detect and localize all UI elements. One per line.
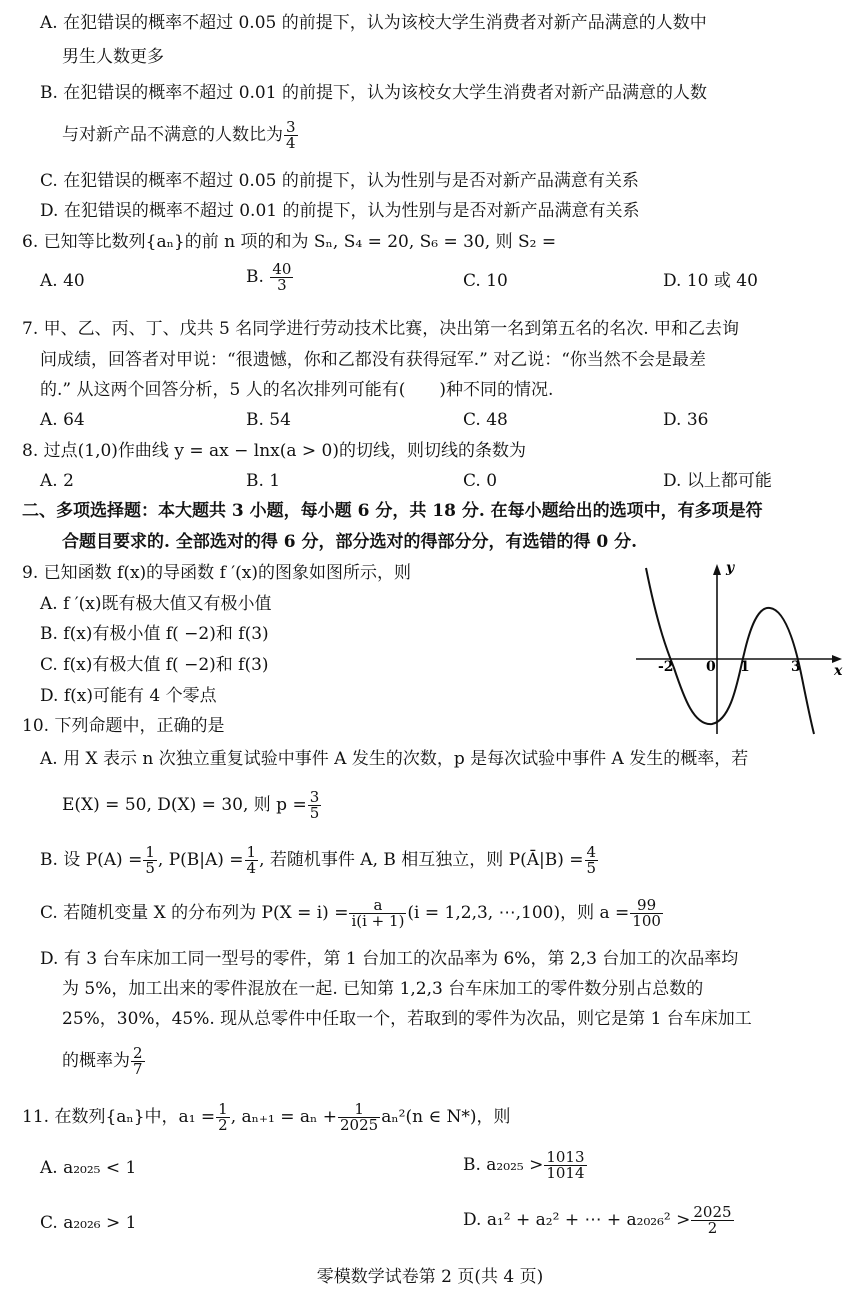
q10-option-d-line2: 为 5%，加工出来的零件混放在一起. 已知第 1,2,3 台车床加工的零件数分别占总数的 — [62, 979, 704, 999]
tick-label-0: 0 — [706, 659, 716, 675]
q10-option-d-line3: 25%，30%，45%. 现从总零件中任取一个，若取到的零件为次品，则它是第 1 台车床加工 — [62, 1009, 752, 1029]
q7-option-b: B. 54 — [246, 410, 291, 430]
denominator: 2 — [218, 1116, 228, 1134]
q7-option-c: C. 48 — [463, 410, 508, 430]
fraction — [585, 845, 599, 876]
derivative-graph — [628, 558, 850, 736]
q10-option-d-line4 — [62, 1046, 146, 1077]
q10-option-c — [40, 898, 664, 929]
text: B. 设 P(A) = — [40, 850, 143, 870]
text: , 若随机事件 A, B 相互独立，则 P(Ā|B) = — [259, 850, 584, 870]
denominator: 4 — [246, 859, 257, 877]
text: C. 若随机变量 X 的分布列为 P(X = i) = — [40, 903, 349, 923]
fraction — [544, 1150, 586, 1181]
denominator: 100 — [632, 912, 661, 930]
text: (i = 1,2,3, ⋯,100)，则 a = — [407, 903, 630, 923]
q6-option-b — [246, 262, 294, 293]
fraction — [245, 845, 259, 876]
q11-stem — [22, 1102, 510, 1133]
q5-option-b-line1: B. 在犯错误的概率不超过 0.01 的前提下，认为该校女大学生消费者对新产品满意的人数 — [40, 83, 707, 103]
fraction — [691, 1205, 733, 1236]
numerator: 99 — [630, 898, 663, 914]
denominator: 5 — [145, 859, 155, 877]
tick-label-3: 3 — [791, 659, 801, 675]
fraction — [338, 1102, 380, 1133]
denominator: 2 — [707, 1219, 718, 1237]
q7-stem-line3: 的.” 从这两个回答分析，5 人的名次排列可能有( )种不同的情况. — [40, 380, 554, 400]
numerator: 1013 — [546, 1148, 585, 1166]
text: , aₙ₊₁ = aₙ + — [230, 1107, 337, 1127]
q7-stem-line1: 7. 甲、乙、丙、丁、戊共 5 名同学进行劳动技术比赛，决出第一名到第五名的名次. 甲和乙去询 — [22, 319, 740, 339]
numerator: 1 — [246, 843, 257, 861]
numerator: a — [349, 898, 406, 914]
q6-stem: 6. 已知等比数列{aₙ}的前 n 项的和为 Sₙ, S₄ = 20, S₆ = 30, 则 S₂ = — [22, 232, 557, 252]
q8-option-b: B. 1 — [246, 471, 281, 491]
q9-stem: 9. 已知函数 f(x)的导函数 f ′(x)的图象如图所示，则 — [22, 563, 411, 583]
q7-option-d: D. 36 — [663, 410, 709, 430]
y-axis-arrow-icon — [713, 564, 721, 575]
q10-stem: 10. 下列命题中，正确的是 — [22, 716, 225, 736]
denominator: 5 — [309, 804, 320, 822]
text: aₙ²(n ∈ N*)，则 — [381, 1107, 511, 1127]
fraction — [630, 898, 663, 929]
fraction — [216, 1102, 230, 1133]
option-label: B. — [246, 267, 264, 287]
numerator: 2025 — [693, 1203, 732, 1221]
x-axis-label: x — [834, 663, 843, 679]
q11-option-b — [463, 1150, 588, 1181]
q10-option-a-text: E(X) = 50, D(X) = 30, 则 p = — [62, 795, 307, 815]
q9-option-a: A. f ′(x)既有极大值又有极小值 — [40, 594, 272, 614]
text: B. a₂₀₂₅ > — [463, 1155, 544, 1175]
q7-option-a: A. 64 — [40, 410, 85, 430]
q11-option-c: C. a₂₀₂₆ > 1 — [40, 1213, 137, 1233]
page-footer: 零模数学试卷第 2 页(共 4 页) — [316, 1267, 544, 1287]
section2-heading-line2: 合题目要求的. 全部选对的得 6 分，部分选对的得部分分，有选错的得 0 分. — [62, 532, 638, 552]
denominator: 2025 — [340, 1116, 379, 1134]
tick-label-neg2: -2 — [658, 659, 674, 675]
q11-option-a: A. a₂₀₂₅ < 1 — [40, 1158, 137, 1178]
q10-option-a-line2 — [62, 790, 322, 821]
q10-option-d-line1: D. 有 3 台车床加工同一型号的零件，第 1 台加工的次品率为 6%，第 2,3 台加工的次品率均 — [40, 949, 739, 969]
y-axis-label: y — [726, 560, 735, 576]
text: 的概率为 — [62, 1051, 130, 1071]
q5-option-b-line2 — [62, 120, 299, 151]
q10-option-a-line1: A. 用 X 表示 n 次独立重复试验中事件 A 发生的次数，p 是每次试验中事件 A 发生的概率，若 — [40, 749, 749, 769]
numerator: 2 — [133, 1044, 143, 1062]
fraction-3-4 — [284, 120, 298, 151]
denominator: 3 — [277, 276, 287, 294]
section2-heading-line1: 二、多项选择题：本大题共 3 小题，每小题 6 分，共 18 分. 在每小题给出的选项中，有多项是符 — [22, 501, 763, 521]
x-axis-arrow-icon — [832, 655, 842, 663]
q6-option-d: D. 10 或 40 — [663, 271, 758, 291]
numerator: 3 — [286, 118, 296, 136]
numerator: 1 — [218, 1100, 228, 1118]
q10-option-b — [40, 845, 599, 876]
text: D. a₁² + a₂² + ⋯ + a₂₀₂₆² > — [463, 1210, 691, 1230]
denominator: 4 — [286, 134, 296, 152]
q9-option-d: D. f(x)可能有 4 个零点 — [40, 686, 217, 706]
fraction — [349, 898, 406, 929]
numerator: 4 — [586, 843, 597, 861]
q8-option-a: A. 2 — [40, 471, 74, 491]
q5-option-d: D. 在犯错误的概率不超过 0.01 的前提下，认为性别与是否对新产品满意有关系 — [40, 201, 640, 221]
derivative-curve — [646, 568, 814, 734]
q11-option-d — [463, 1205, 735, 1236]
text: 11. 在数列{aₙ}中，a₁ = — [22, 1107, 216, 1127]
numerator: 1 — [338, 1102, 380, 1118]
numerator: 1 — [145, 843, 155, 861]
fraction — [143, 845, 157, 876]
q9-option-b: B. f(x)有极小值 f( −2)和 f(3) — [40, 624, 269, 644]
tick-label-1: 1 — [740, 659, 750, 675]
numerator: 3 — [309, 788, 320, 806]
denominator: i(i + 1) — [351, 912, 405, 930]
denominator: 7 — [133, 1060, 143, 1078]
fraction-2-7 — [131, 1046, 145, 1077]
q6-option-c: C. 10 — [463, 271, 508, 291]
q8-stem: 8. 过点(1,0)作曲线 y = ax − lnx(a > 0)的切线，则切线的条数为 — [22, 441, 526, 461]
fraction-3-5 — [308, 790, 322, 821]
fraction-40-3 — [270, 262, 293, 293]
q8-option-d: D. 以上都可能 — [663, 471, 772, 491]
q8-option-c: C. 0 — [463, 471, 498, 491]
denominator: 5 — [586, 859, 597, 877]
q5-option-a-line1: A. 在犯错误的概率不超过 0.05 的前提下，认为该校大学生消费者对新产品满意的人数中 — [40, 13, 707, 33]
q5-option-b-text: 与对新产品不满意的人数比为 — [62, 125, 283, 145]
q7-stem-line2: 问成绩，回答者对甲说：“很遗憾，你和乙都没有获得冠军.” 对乙说：“你当然不会是最差 — [40, 350, 706, 370]
numerator: 40 — [272, 260, 292, 278]
text: , P(B|A) = — [157, 850, 244, 870]
q5-option-c: C. 在犯错误的概率不超过 0.05 的前提下，认为性别与是否对新产品满意有关系 — [40, 171, 639, 191]
q5-option-a-line2: 男生人数更多 — [62, 47, 164, 67]
denominator: 1014 — [546, 1164, 585, 1182]
q9-option-c: C. f(x)有极大值 f( −2)和 f(3) — [40, 655, 269, 675]
q6-option-a: A. 40 — [40, 271, 85, 291]
